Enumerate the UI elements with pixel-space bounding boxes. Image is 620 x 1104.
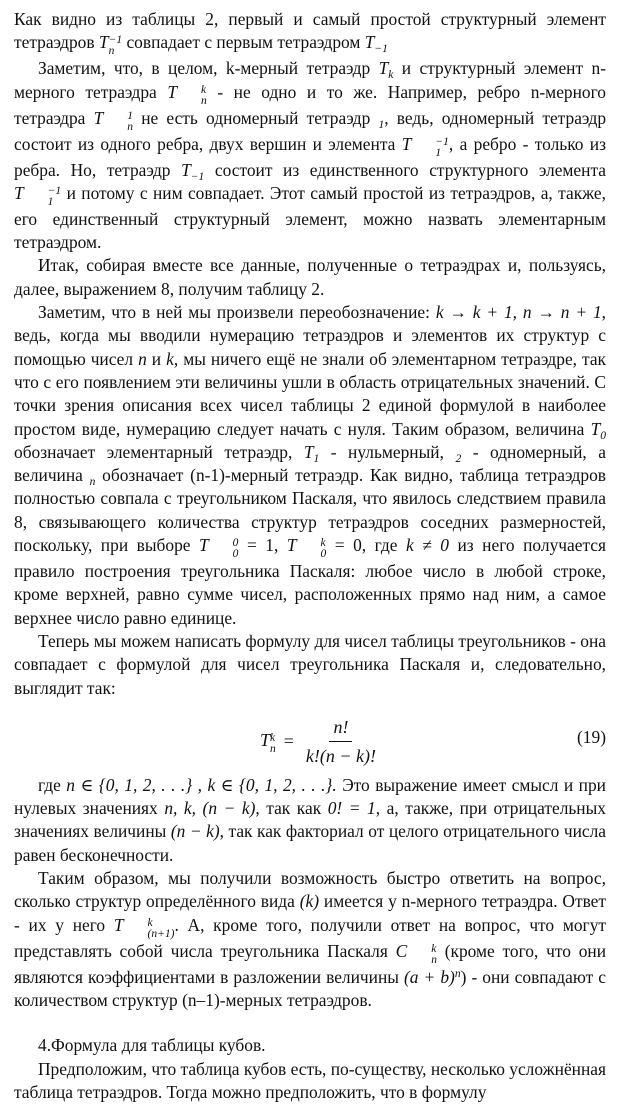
paragraph-1: Как видно из таблицы 2, первый и самый простой структурный элемент тетраэдров T −1 n совпадает с первым тетраэдром $T_{-1}$ bbox=[14, 8, 606, 57]
math-zeros: n, k, (n − k) bbox=[164, 798, 255, 818]
paragraph-4: Заметим, что в ней мы произвели переобозначение: k → k + 1, n → n + 1, ведь, когда мы вводили нумерацию тетраэдров и элементов их структур с помощью чисел n и k, мы ничего ещё не знали об элементарном тетраэдре, так что с его появлением эти величины ушли в область отрицательных значений. С точки зрения описания всех чисел таблицы 2 единой формулой в наиболее простом виде, нумерацию следует начать с нуля. Таким образом, величина $T_0$ обозначает элементарный тетраэдр, $T_1$ - нульмерный, $_2$ - одномерный, а величина $_n$ обозначает (n-1)-мерный тетраэдр. Как видно, таблица тетраэдров полностью совпала с треугольником Паскаля, что явилось следствием правила 8, связывающего количества структур тетраэдров соседних размерностей, поскольку, при выборе T 0 0 = 1, T k 0 = 0, где k ≠ 0 из него получается правило построения треугольника Паскаля: любое число в любой строке, кроме верхней, равно сумме чисел, расположенных прямо над ним, а самое верхнее число равно единице. bbox=[14, 301, 606, 630]
math-T1: $T_1$ bbox=[304, 442, 319, 462]
math-Tk: $T_k$ bbox=[379, 58, 394, 78]
math-Cnk: C k n bbox=[396, 941, 437, 961]
math-T1-minus1-b: T −1 1 bbox=[14, 183, 61, 203]
formula-19 bbox=[14, 710, 606, 770]
paragraph-8: Предположим, что таблица кубов есть, по-существу, несколько усложнённая таблица тетраэдров. Тогда можно предположить, что в формулу bbox=[14, 1058, 606, 1104]
formula-lhs: T k n bbox=[260, 729, 276, 755]
math-k: k bbox=[166, 349, 174, 369]
math-n: n bbox=[138, 349, 147, 369]
paragraph-6: где n ∈ {0, 1, 2, . . .} , k ∈ {0, 1, 2, . . .}. Это выражение имеет смысл и при нулевых значениях n, k, (n − k), так как 0! = 1, а, также, при отрицательных значениях величины (n − k), так как факториал от целого отрицательного числа равен бесконечности. bbox=[14, 774, 606, 867]
math-kparen: (k) bbox=[300, 891, 319, 911]
math-T1-minus1: T −1 1 bbox=[402, 134, 449, 154]
math-Tnk: T k n bbox=[167, 82, 206, 102]
math-fact0: 0! = 1 bbox=[328, 798, 376, 818]
math-nk: (n − k) bbox=[171, 821, 220, 841]
math-kneq0: k ≠ 0 bbox=[406, 535, 449, 555]
math-T-n1-k: T k (n+1) bbox=[114, 915, 175, 935]
paragraph-5: Теперь мы можем написать формулу для чисел таблицы треугольников - она совпадает с формулой для чисел треугольника Паскаля и, следовательно, выглядит так: bbox=[14, 630, 606, 700]
document-page bbox=[14, 8, 606, 1104]
paragraph-7: Таким образом, мы получили возможность быстро ответить на вопрос, сколько структур определённого вида (k) имеется у n-мерного тетраэдра. Ответ - их у него T k (n+1) . А, кроме того, получили ответ на вопрос, что могут представлять собой числа треугольника Паскаля C k n (кроме того, что они являются коэффициентами в разложении величины $(a + b)^n$) - они совпадают с количеством структур (n–1)-мерных тетраэдров. bbox=[14, 867, 606, 1012]
equation-number: (19) bbox=[577, 726, 606, 749]
math-sub1: 1 bbox=[379, 108, 385, 128]
math-binom: $(a + b)^n$ bbox=[404, 967, 461, 987]
math-T00: T 0 0 = 1, bbox=[199, 535, 287, 555]
math-sets: n ∈ {0, 1, 2, . . .} , k ∈ {0, 1, 2, . . .}. bbox=[66, 775, 336, 795]
formula-fraction bbox=[302, 716, 380, 769]
math-T-minus1: $T_{-1}$ bbox=[365, 32, 388, 52]
formula-expression: T k n = $\frac{n!}{k!(n - k)!}$ bbox=[260, 716, 380, 769]
formula-numerator: n! bbox=[329, 716, 352, 742]
math-remap: k → k + 1, n → n + 1 bbox=[436, 302, 602, 322]
math-Tn-minus1: T −1 n bbox=[99, 32, 122, 52]
math-subn: n bbox=[90, 465, 96, 485]
math-sub2: 2 bbox=[455, 442, 461, 462]
paragraph-2: Заметим, что, в целом, k-мерный тетраэдр $T_k$ и структурный элемент n-мерного тетраэдра T k n - не одно и то же. Например, ребро n-мерного тетраэдра T 1 n не есть одномерный тетраэдр $_1$, ведь, одномерный тетраэдр состоит из одного ребра, двух вершин и элемента T −1 1 , а ребро - только из ребра. Но, тетраэдр $T_{-1}$ состоит из единственного структурного элемента T −1 1 и потому с ним совпадает. Этот самый простой из тетраэдров, а, также, его единственный структурный элемент, можно назвать элементарным тетраэдром. bbox=[14, 57, 606, 254]
math-T-minus1-b: $T_{-1}$ bbox=[181, 160, 204, 180]
math-T0: $T_0$ bbox=[591, 419, 606, 439]
math-Tk0: T k 0 = 0 bbox=[287, 535, 362, 555]
section-title: 4.Формула для таблицы кубов. bbox=[14, 1034, 606, 1057]
formula-denominator: k!(n − k)! bbox=[302, 742, 380, 768]
math-Tn1: T 1 n bbox=[94, 108, 133, 128]
paragraph-3: Итак, собирая вместе все данные, полученные о тетраэдрах и, пользуясь, далее, выражением 8, получим таблицу 2. bbox=[14, 254, 606, 301]
